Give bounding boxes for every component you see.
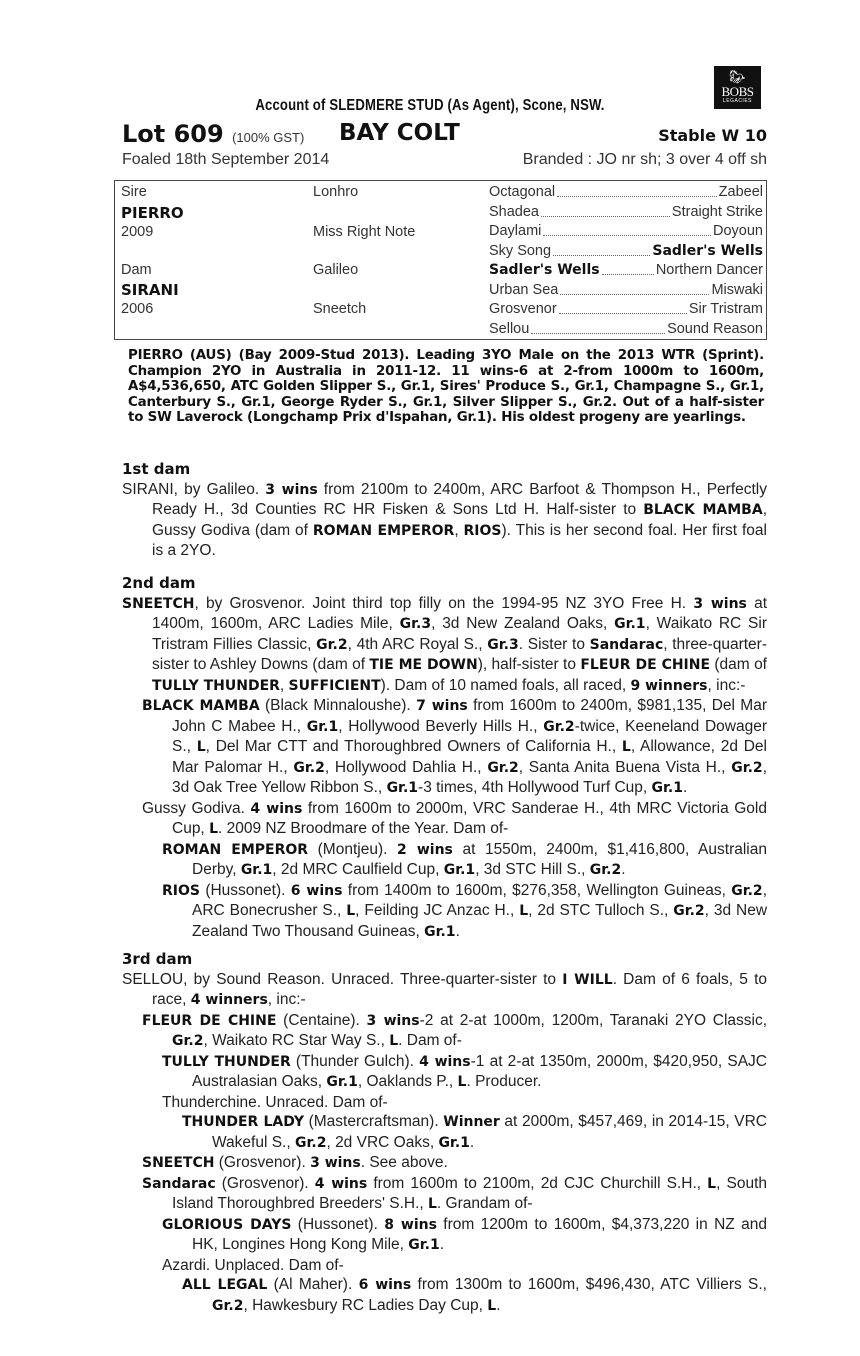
text: , inc:- bbox=[267, 991, 306, 1008]
family-entry bbox=[122, 1011, 767, 1052]
horse-sex-colour: BAY COLT bbox=[339, 120, 460, 146]
section-second-dam bbox=[122, 574, 767, 942]
bold-text: Gr.1 bbox=[651, 780, 683, 796]
text: , 2d MRC Caulfield Cup, bbox=[272, 861, 444, 878]
lot-label: Lot 609 bbox=[122, 120, 224, 148]
text: , 3d Oak Tree Yellow Ribbon S., bbox=[172, 758, 767, 796]
sire-label: Sire bbox=[121, 184, 147, 200]
family-entry bbox=[122, 881, 767, 943]
bold-text: Gr.3 bbox=[399, 616, 432, 632]
text: , 2d VRC Oaks, bbox=[326, 1133, 439, 1151]
text: . bbox=[455, 922, 460, 940]
text: from 2100m to 2400m, ARC Barfoot & Thompson H., Perfectly Ready H., 3d Counties RC HR Fisken & Sons Ltd H. Half-sister to bbox=[152, 480, 767, 518]
text: (Centaine). bbox=[276, 1011, 367, 1029]
pedigree-gen3-row bbox=[489, 261, 763, 280]
section-heading: 1st dam bbox=[122, 460, 191, 478]
lot-line bbox=[122, 120, 767, 148]
text: . Grandam of- bbox=[436, 1195, 533, 1212]
text: (dam of bbox=[710, 656, 767, 673]
bold-text: BLACK MAMBA bbox=[142, 698, 260, 714]
bold-text: L bbox=[621, 739, 631, 755]
ancestor-name: Sky Song bbox=[489, 242, 552, 259]
ancestor-sire: Sound Reason bbox=[667, 320, 763, 337]
pedigree-table bbox=[114, 180, 767, 340]
brand-marks: Branded : JO nr sh; 3 over 4 off sh bbox=[522, 151, 767, 168]
pedigree-gen3-row bbox=[489, 300, 763, 319]
ancestor-sire: Straight Strike bbox=[671, 203, 763, 220]
leader-dots bbox=[557, 183, 717, 197]
text: SELLOU, by Sound Reason. Unraced. Three-quarter-sister to bbox=[122, 970, 563, 988]
text: -twice, Keeneland Dowager S., bbox=[172, 717, 767, 755]
leader-dots bbox=[541, 203, 670, 217]
family-entry bbox=[122, 594, 767, 697]
ancestor-sire: Sir Tristram bbox=[688, 301, 763, 317]
text: , Waikato RC Star Way S., bbox=[203, 1032, 390, 1049]
text: -3 times, 4th Hollywood Turf Cup, bbox=[418, 779, 652, 796]
text: . bbox=[496, 1296, 501, 1314]
text: from 1600m to 2400m, $981,135, Del Mar John C Mabee H., bbox=[172, 697, 767, 735]
bold-text: L bbox=[389, 1033, 399, 1049]
text: , 3d New Zealand Two Thousand Guineas, bbox=[192, 902, 768, 940]
bold-text: Gr.2 bbox=[731, 759, 763, 776]
bold-text: Gr.2 bbox=[316, 636, 348, 653]
vendor-account: Account of SLEDMERE STUD (As Agent), Scone, NSW. bbox=[255, 97, 605, 114]
text: (Montjeu). bbox=[308, 840, 397, 858]
family-entry bbox=[122, 1112, 767, 1153]
section-heading: 2nd dam bbox=[122, 574, 196, 592]
text: (Al Maher). bbox=[267, 1276, 359, 1293]
text: , Hollywood Beverly Hills H., bbox=[338, 717, 544, 735]
bold-text: Winner bbox=[443, 1114, 500, 1130]
bold-text: L bbox=[209, 821, 218, 837]
bold-text: L bbox=[346, 903, 356, 919]
leader-dots bbox=[602, 261, 654, 275]
family-entry bbox=[122, 1153, 767, 1174]
bold-text: Gr.1 bbox=[443, 862, 476, 878]
ancestor-sire: Zabeel bbox=[718, 184, 763, 200]
ancestor-name: Urban Sea bbox=[489, 281, 559, 298]
family-entry bbox=[122, 970, 767, 1011]
lot-number bbox=[122, 120, 304, 148]
bold-text: Gr.1 bbox=[306, 718, 339, 735]
bold-text: Gr.1 bbox=[326, 1074, 358, 1090]
text: SIRANI, by Galileo. bbox=[122, 480, 266, 498]
text: at 2000m, $457,469, in 2014-15, VRC Wakeful S., bbox=[212, 1113, 767, 1151]
text: from 1300m to 1600m, $496,430, ATC Villiers S., bbox=[411, 1276, 767, 1293]
section-heading: 3rd dam bbox=[122, 950, 193, 968]
text: , three-quarter-sister to Ashley Downs (dam of bbox=[152, 635, 767, 673]
bold-text: 4 winners bbox=[190, 992, 268, 1008]
bold-text: SUFFICIENT bbox=[288, 677, 381, 694]
family-entry bbox=[122, 840, 767, 881]
bold-text: Gr.2 bbox=[294, 1134, 327, 1151]
text: (Thunder Gulch). bbox=[290, 1052, 420, 1070]
ancestor-sire: Doyoun bbox=[713, 223, 763, 239]
text: , South Island Thoroughbred Breeders' S.H., bbox=[172, 1174, 767, 1212]
family-entry bbox=[122, 1093, 767, 1113]
text: ). Dam of 10 named foals, all raced, bbox=[380, 676, 631, 694]
pedigree-gen3-row bbox=[489, 222, 763, 241]
text: Azardi. Unplaced. Dam of- bbox=[162, 1256, 344, 1274]
logo-word: BOBS bbox=[721, 84, 754, 99]
text: , 2d STC Tulloch S., bbox=[528, 902, 674, 919]
leader-dots bbox=[543, 222, 711, 236]
text: . Producer. bbox=[466, 1073, 542, 1090]
bold-text: GLORIOUS DAYS bbox=[162, 1216, 292, 1233]
dam-sire: Galileo bbox=[313, 262, 359, 278]
ancestor-name: Shadea bbox=[489, 203, 539, 220]
bold-text: BLACK MAMBA bbox=[643, 502, 763, 518]
bold-text: L bbox=[707, 1175, 717, 1192]
dam-name: SIRANI bbox=[121, 281, 179, 299]
bold-text: Gr.2 bbox=[212, 1297, 244, 1314]
text: (Mastercraftsman). bbox=[303, 1113, 444, 1130]
sire-dam: Miss Right Note bbox=[313, 224, 416, 240]
bold-text: TULLY THUNDER bbox=[162, 1053, 291, 1070]
text: , Hawkesbury RC Ladies Day Cup, bbox=[243, 1296, 488, 1314]
text: Thunderchine. Unraced. Dam of- bbox=[162, 1093, 388, 1111]
bold-text: 6 wins bbox=[290, 882, 343, 899]
family-entry bbox=[122, 1256, 767, 1276]
text: -1 at 2-at 1350m, 2000m, $420,950, SAJC Australasian Oaks, bbox=[192, 1052, 767, 1090]
bold-text: 6 wins bbox=[358, 1277, 412, 1293]
text: , bbox=[279, 676, 289, 694]
pedigree-gen3-row bbox=[489, 203, 763, 222]
bold-text: Gr.1 bbox=[438, 1134, 470, 1151]
sire-year: 2009 bbox=[121, 224, 154, 240]
ancestor-name: Daylami bbox=[489, 223, 542, 239]
family-entry bbox=[122, 799, 767, 840]
bold-text: Gr.3 bbox=[487, 636, 519, 653]
bold-text: 4 wins bbox=[419, 1053, 471, 1070]
pedigree-gen3-row bbox=[489, 242, 763, 261]
text: , Oaklands P., bbox=[357, 1073, 458, 1090]
leader-dots bbox=[560, 281, 709, 295]
text: , 3d STC Hill S., bbox=[475, 861, 590, 878]
text: , Allowance, 2d Del Mar Palomar H., bbox=[172, 738, 767, 776]
logo-sub: LEGACIES bbox=[722, 98, 752, 104]
family-entry bbox=[122, 480, 767, 561]
text: . See above. bbox=[360, 1154, 448, 1171]
bold-text: SNEETCH bbox=[142, 1155, 215, 1171]
bold-text: 8 wins bbox=[384, 1216, 437, 1233]
bold-text: 9 winners bbox=[630, 677, 708, 694]
bold-text: I WILL bbox=[562, 971, 613, 988]
text: from 1600m to 2000m, VRC Sanderae H., 4th MRC Victoria Gold Cup, bbox=[172, 799, 767, 837]
text: (Hussonet). bbox=[199, 881, 291, 899]
section-entries bbox=[122, 594, 767, 943]
bold-text: 3 wins bbox=[310, 1155, 361, 1171]
text: (Hussonet). bbox=[291, 1215, 385, 1233]
bold-text: L bbox=[457, 1074, 467, 1090]
bold-text: Gr.2 bbox=[543, 718, 575, 735]
text: from 1200m to 1600m, $4,373,220 in NZ and HK, Longines Hong Kong Mile, bbox=[192, 1215, 767, 1253]
pedigree-gen3-row bbox=[489, 320, 763, 339]
bold-text: ROMAN EMPEROR bbox=[312, 522, 455, 539]
text: (Grosvenor). bbox=[215, 1174, 315, 1192]
bold-text: RIOS bbox=[463, 522, 502, 539]
family-entry bbox=[122, 1052, 767, 1093]
bold-text: Sandarac bbox=[142, 1175, 216, 1192]
text: , 3d New Zealand Oaks, bbox=[431, 615, 615, 632]
text: , by Grosvenor. Joint third top filly on the 1994-95 NZ 3YO Free H. bbox=[194, 594, 694, 612]
ancestor-sire: Miswaki bbox=[711, 281, 763, 298]
section-entries bbox=[122, 480, 767, 561]
sire-name: PIERRO bbox=[121, 204, 184, 222]
bold-text: FLEUR DE CHINE bbox=[142, 1012, 277, 1029]
text: (Grosvenor). bbox=[214, 1154, 311, 1171]
ancestor-name: Octagonal bbox=[489, 184, 556, 200]
bold-text: 3 wins bbox=[265, 481, 318, 498]
bold-text: Gr.1 bbox=[240, 862, 273, 878]
sire-sire: Lonhro bbox=[313, 184, 359, 200]
text: . bbox=[439, 1236, 445, 1253]
text: at 1400m, 1600m, ARC Ladies Mile, bbox=[152, 594, 768, 632]
text: , Waikato RC Sir Tristram Fillies Classic, bbox=[152, 615, 767, 653]
text: from 1400m to 1600m, $276,358, Wellington Guineas, bbox=[342, 881, 732, 899]
text: . Sister to bbox=[518, 635, 590, 653]
bold-text: ALL LEGAL bbox=[182, 1277, 268, 1293]
ancestor-name: Grosvenor bbox=[489, 301, 557, 317]
text: , Gussy Godiva (dam of bbox=[152, 501, 767, 539]
bold-text: Gr.1 bbox=[386, 780, 419, 796]
family-entry bbox=[122, 1275, 767, 1316]
text: . 2009 NZ Broodmare of the Year. Dam of- bbox=[217, 820, 509, 837]
foaled-date: Foaled 18th September 2014 bbox=[122, 151, 330, 168]
text: , Santa Anita Buena Vista H., bbox=[518, 758, 732, 776]
leader-dots bbox=[531, 320, 665, 334]
text: . bbox=[621, 861, 626, 878]
text: at 1550m, 2400m, $1,416,800, Australian Derby, bbox=[192, 840, 767, 878]
bold-text: L bbox=[196, 739, 206, 755]
bold-text: 3 wins bbox=[693, 595, 747, 612]
bold-text: Gr.2 bbox=[487, 759, 519, 776]
bold-text: L bbox=[428, 1196, 437, 1212]
text: . bbox=[469, 1133, 475, 1151]
text: , ARC Bonecrusher S., bbox=[192, 881, 767, 919]
bold-text: SNEETCH bbox=[122, 595, 195, 612]
bold-text: TULLY THUNDER bbox=[152, 677, 280, 694]
text: , Feilding JC Anzac H., bbox=[355, 902, 520, 919]
text: (Black Minnaloushe). bbox=[259, 697, 417, 714]
bold-text: L bbox=[487, 1297, 497, 1314]
text: Gussy Godiva. bbox=[142, 799, 251, 817]
leader-dots bbox=[559, 300, 687, 314]
text: . bbox=[682, 779, 688, 796]
bold-text: 3 wins bbox=[366, 1012, 420, 1029]
ancestor-name: Sellou bbox=[489, 320, 530, 337]
family-entry bbox=[122, 1174, 767, 1215]
text: , 4th ARC Royal S., bbox=[347, 635, 488, 653]
text: ). This is her second foal. Her first foal is a 2YO. bbox=[152, 521, 767, 559]
bold-text: Gr.2 bbox=[293, 759, 325, 776]
dam-dam: Sneetch bbox=[313, 301, 367, 317]
ancestor-sire: Northern Dancer bbox=[655, 262, 763, 278]
bold-text: Sandarac bbox=[589, 636, 664, 653]
text: , Hollywood Dahlia H., bbox=[324, 758, 488, 776]
pedigree-gen3-row bbox=[489, 183, 763, 202]
text: ), half-sister to bbox=[477, 656, 581, 673]
text: , inc:- bbox=[707, 676, 746, 694]
bold-text: 2 wins bbox=[396, 841, 453, 858]
bold-text: Gr.2 bbox=[673, 903, 705, 919]
leader-dots bbox=[553, 242, 650, 256]
family-entry bbox=[122, 1215, 767, 1256]
family-entry bbox=[122, 696, 767, 799]
bold-text: L bbox=[519, 903, 529, 919]
bold-text: FLEUR DE CHINE bbox=[580, 657, 711, 673]
bold-text: 7 wins bbox=[416, 698, 468, 714]
ancestor-name: Sadler's Wells bbox=[489, 262, 600, 278]
text: . Dam of- bbox=[398, 1032, 462, 1049]
dam-year: 2006 bbox=[121, 301, 154, 317]
bold-text: Gr.2 bbox=[589, 862, 622, 878]
bold-text: Gr.2 bbox=[172, 1033, 204, 1049]
section-entries bbox=[122, 970, 767, 1317]
bold-text: ROMAN EMPEROR bbox=[162, 841, 309, 858]
section-third-dam bbox=[122, 950, 767, 1316]
dam-label: Dam bbox=[121, 262, 152, 278]
horse-icon: 🐎︎ bbox=[729, 69, 746, 84]
bold-text: Gr.1 bbox=[614, 616, 646, 632]
text: from 1600m to 2100m, 2d CJC Churchill S.H., bbox=[367, 1174, 708, 1192]
text: , bbox=[454, 521, 464, 539]
pedigree-gen3-row bbox=[489, 281, 763, 300]
bold-text: Gr.2 bbox=[731, 882, 763, 899]
bold-text: 4 wins bbox=[314, 1175, 368, 1192]
bold-text: TIE ME DOWN bbox=[369, 657, 478, 673]
text: , Del Mar CTT and Thoroughbred Owners of California H., bbox=[205, 738, 622, 755]
bold-text: RIOS bbox=[162, 882, 200, 899]
text: . Dam of 6 foals, 5 to race, bbox=[152, 970, 767, 1008]
bold-text: THUNDER LADY bbox=[182, 1114, 304, 1130]
ancestor-sire: Sadler's Wells bbox=[652, 242, 763, 259]
bold-text: 4 wins bbox=[250, 800, 303, 817]
sire-summary: PIERRO (AUS) (Bay 2009-Stud 2013). Leading 3YO Male on the 2013 WTR (Sprint). Champion 2YO in Australia in 2011-12. 11 wins-6 at 2-from 1000m to 1600m, A$4,536,650, ATC Golden Slipper S., Gr.1, Sires' Produce S., Gr.1, Champagne S., Gr.1, Canterbury S., Gr.1, George Ryder S., Gr.1, Silver Slipper S., Gr.2. Out of a half-sister to SW Laverock (Longchamp Prix d'Ispahan, Gr.1). His oldest progeny are yearlings. bbox=[128, 348, 764, 426]
text: -2 at 2-at 1000m, 1200m, Taranaki 2YO Classic, bbox=[419, 1011, 768, 1029]
section-first-dam bbox=[122, 460, 767, 561]
bold-text: Gr.1 bbox=[424, 923, 456, 940]
stable-number: Stable W 10 bbox=[658, 126, 767, 145]
gst-note: (100% GST) bbox=[232, 130, 305, 145]
bold-text: Gr.1 bbox=[408, 1237, 440, 1253]
